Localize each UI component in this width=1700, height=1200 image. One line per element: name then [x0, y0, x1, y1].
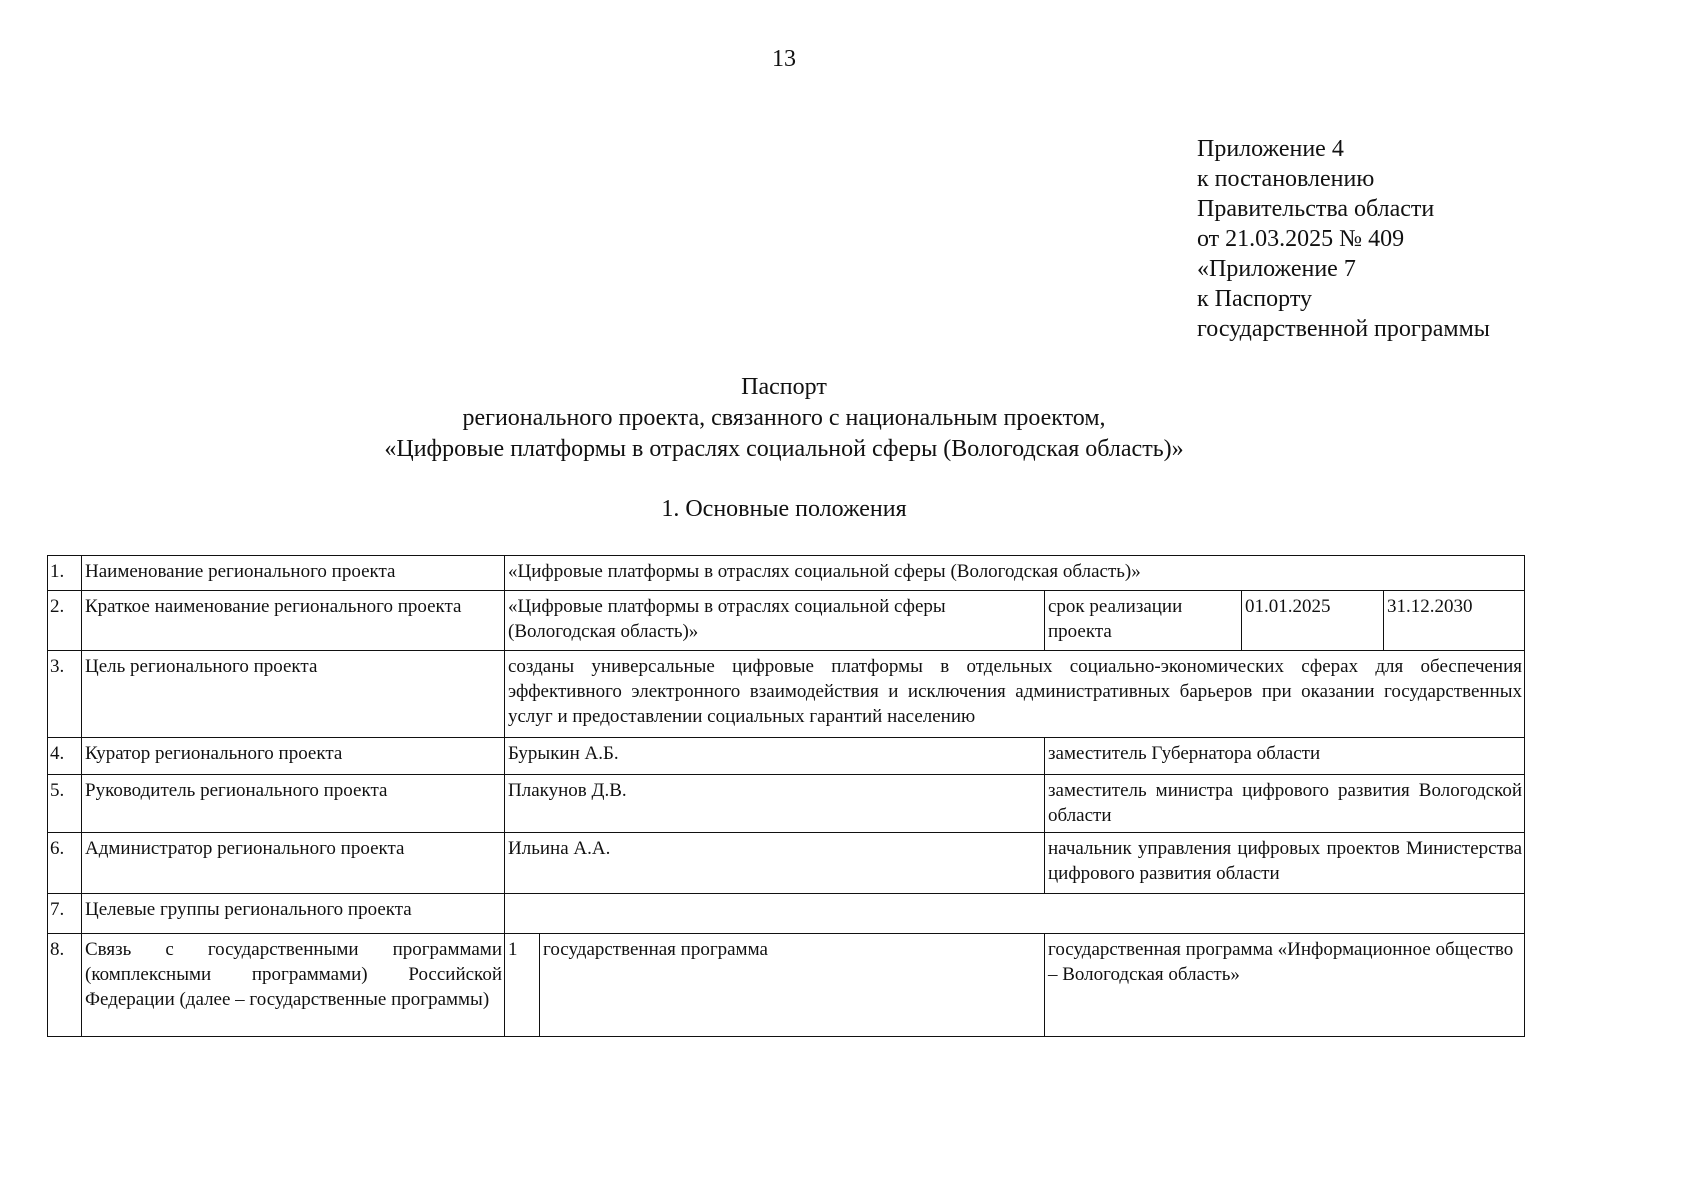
row-value: «Цифровые платформы в отраслях социальной сферы (Вологодская область)» [505, 591, 1045, 651]
table-row [48, 591, 1525, 651]
table-row [48, 934, 1525, 1037]
row-number: 7. [48, 894, 82, 934]
row-number: 2. [48, 591, 82, 651]
row-number: 5. [48, 775, 82, 833]
table-row [48, 651, 1525, 738]
row-number: 6. [48, 833, 82, 894]
table-row [48, 833, 1525, 894]
person-position: заместитель министра цифрового развития Вологодской области [1045, 775, 1525, 833]
title-line: Паспорт [741, 374, 827, 400]
start-date: 01.01.2025 [1242, 591, 1384, 651]
row-number: 3. [48, 651, 82, 738]
person-position: начальник управления цифровых проектов Министерства цифрового развития области [1045, 833, 1525, 894]
row-label: Руководитель регионального проекта [82, 775, 505, 833]
section-title: 1. Основные положения [661, 496, 907, 522]
row-value: созданы универсальные цифровые платформы в отдельных социально-экономических сферах для обеспечения эффективного электронного взаимодействия и исключения административных барьеров при оказании государственных услуг и предоставлении социальных гарантий населению [505, 651, 1525, 738]
row-label: Наименование регионального проекта [82, 556, 505, 591]
program-index: 1 [505, 934, 540, 1037]
document-title [0, 372, 1568, 465]
title-line: регионального проекта, связанного с национальным проектом, [462, 405, 1106, 431]
row-number: 8. [48, 934, 82, 1037]
row-number: 1. [48, 556, 82, 591]
program-name: государственная программа «Информационное общество – Вологодская область» [1045, 934, 1525, 1037]
row-label: Куратор регионального проекта [82, 738, 505, 775]
table-row [48, 894, 1525, 934]
appendix-line: государственной программы [1197, 316, 1490, 342]
term-label: срок реализации проекта [1045, 591, 1242, 651]
end-date: 31.12.2030 [1384, 591, 1525, 651]
appendix-line: «Приложение 7 [1197, 256, 1356, 282]
appendix-line: к Паспорту [1197, 286, 1312, 312]
passport-table [47, 555, 1525, 1037]
table-row [48, 738, 1525, 775]
row-label: Связь с государственными программами (комплексными программами) Российской Федерации (далее – государственные программы) [82, 934, 505, 1037]
table-row [48, 556, 1525, 591]
title-line: «Цифровые платформы в отраслях социальной сферы (Вологодская область)» [384, 436, 1184, 462]
person-name: Ильина А.А. [505, 833, 1045, 894]
appendix-block [1197, 134, 1490, 344]
row-value: «Цифровые платформы в отраслях социальной сферы (Вологодская область)» [505, 556, 1525, 591]
appendix-line: от 21.03.2025 № 409 [1197, 226, 1405, 252]
person-position: заместитель Губернатора области [1045, 738, 1525, 775]
row-value [505, 894, 1525, 934]
row-number: 4. [48, 738, 82, 775]
page-number: 13 [772, 46, 796, 72]
row-label: Цель регионального проекта [82, 651, 505, 738]
appendix-line: к постановлению [1197, 166, 1375, 192]
appendix-line: Правительства области [1197, 196, 1435, 222]
person-name: Плакунов Д.В. [505, 775, 1045, 833]
table-row [48, 775, 1525, 833]
person-name: Бурыкин А.Б. [505, 738, 1045, 775]
row-label: Краткое наименование регионального проекта [82, 591, 505, 651]
program-type: государственная программа [540, 934, 1045, 1037]
appendix-line: Приложение 4 [1197, 136, 1344, 162]
row-label: Целевые группы регионального проекта [82, 894, 505, 934]
row-label: Администратор регионального проекта [82, 833, 505, 894]
